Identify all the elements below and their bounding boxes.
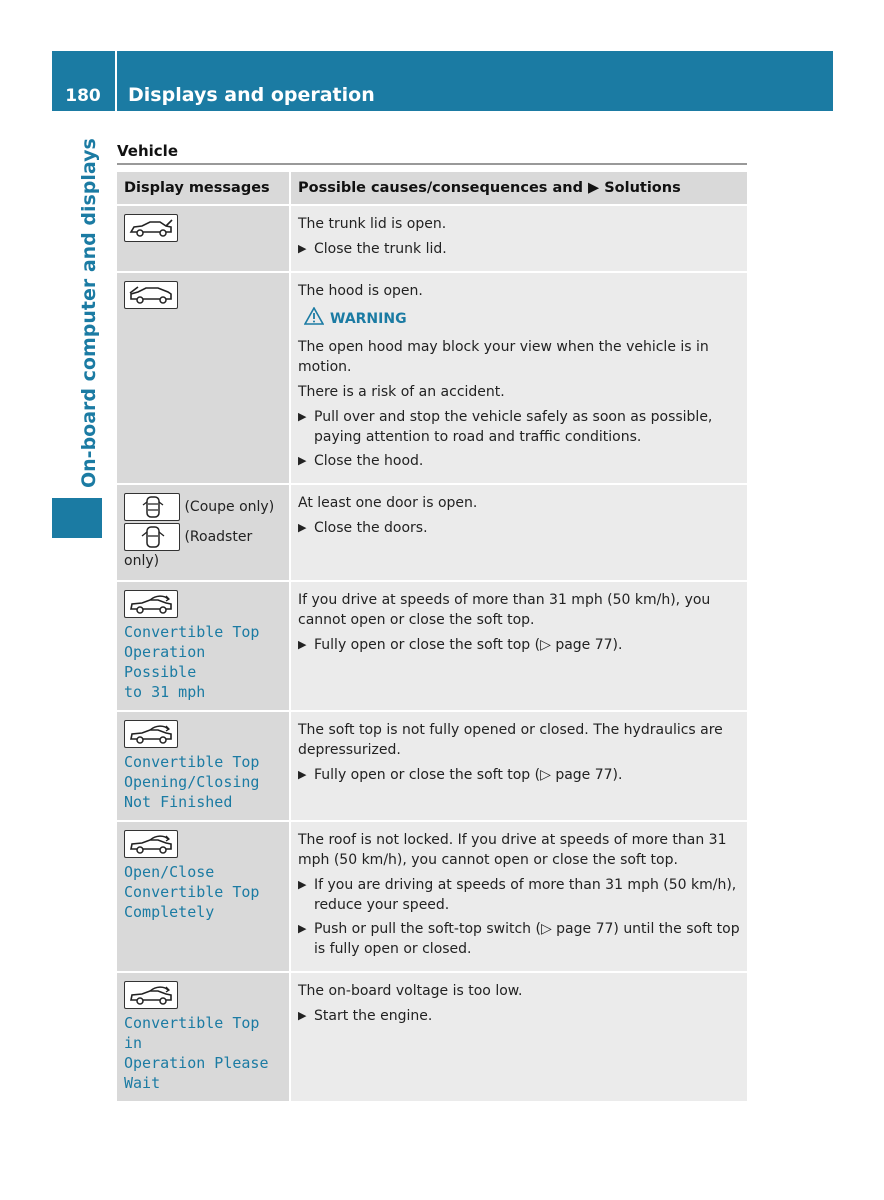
- door-open-roadster-icon: [124, 523, 180, 551]
- display-cell: [117, 972, 290, 1102]
- solution-item: ▶ Pull over and stop the vehicle safely as soon as possible, paying attention to road and traffic conditions.: [298, 409, 713, 445]
- solution-arrow-icon: ▶: [298, 638, 307, 651]
- causes-cell: [290, 821, 747, 972]
- solution-item: ▶ Start the engine.: [298, 1008, 433, 1024]
- warning-heading: WARNING: [304, 307, 740, 331]
- column-header-display: Display messages: [117, 172, 290, 205]
- cause-text: At least one door is open.: [298, 495, 478, 511]
- solution-arrow-icon: ▶: [298, 878, 307, 891]
- display-message: Convertible Top in Operation Please Wait: [124, 1014, 269, 1092]
- causes-cell: [290, 711, 747, 821]
- warning-triangle-icon: [304, 307, 324, 331]
- cause-text: The roof is not locked. If you drive at speeds of more than 31 mph (50 km/h), you cannot open or close the soft top.: [298, 832, 727, 868]
- convertible-top-icon: [124, 981, 178, 1009]
- display-cell: [117, 821, 290, 972]
- warning-text: There is a risk of an accident.: [298, 384, 505, 400]
- solution-item: ▶ Close the doors.: [298, 520, 428, 536]
- causes-cell: [290, 272, 747, 484]
- table-row: [117, 581, 747, 711]
- display-cell: [117, 484, 290, 581]
- solution-arrow-icon: ▶: [298, 768, 307, 781]
- side-tab-label: On-board computer and displays: [78, 138, 100, 488]
- solution-arrow-icon: ▶: [298, 242, 307, 255]
- cause-text: The on-board voltage is too low.: [298, 983, 523, 999]
- warning-text: The open hood may block your view when the vehicle is in motion.: [298, 339, 709, 375]
- door-label-roadster: (Roadster: [184, 529, 253, 545]
- cause-text: The soft top is not fully opened or closed. The hydraulics are depressurized.: [298, 722, 723, 758]
- display-cell: [117, 205, 290, 272]
- convertible-top-icon: [124, 830, 178, 858]
- causes-cell: [290, 205, 747, 272]
- section-rule: [117, 163, 747, 165]
- page-title: Displays and operation: [128, 84, 375, 106]
- table-row: [117, 484, 747, 581]
- cause-text: The trunk lid is open.: [298, 216, 447, 232]
- causes-cell: [290, 484, 747, 581]
- table-row: [117, 272, 747, 484]
- hood-open-icon: [124, 281, 178, 309]
- solution-arrow-icon: ▶: [298, 410, 307, 423]
- table-row: [117, 972, 747, 1102]
- convertible-top-icon: [124, 590, 178, 618]
- display-message: Convertible Top Opening/Closing Not Finished: [124, 753, 260, 811]
- solution-item: ▶ Close the trunk lid.: [298, 241, 447, 257]
- causes-cell: [290, 581, 747, 711]
- table-row: [117, 205, 747, 272]
- solution-item: ▶ Push or pull the soft-top switch (▷ page 77) until the soft top is fully open or closed.: [298, 921, 740, 957]
- table-row: [117, 821, 747, 972]
- solution-arrow-icon: ▶: [298, 454, 307, 467]
- section-title: Vehicle: [117, 142, 178, 160]
- table-row: [117, 711, 747, 821]
- door-open-coupe-icon: [124, 493, 180, 521]
- solution-item: ▶ Close the hood.: [298, 453, 424, 469]
- header-divider: [115, 51, 117, 111]
- cause-text: The hood is open.: [298, 283, 423, 299]
- cause-text: If you drive at speeds of more than 31 mph (50 km/h), you cannot open or close the soft top.: [298, 592, 711, 628]
- table-header-row: [117, 172, 747, 205]
- display-message: Convertible Top Operation Possible to 31 mph: [124, 623, 260, 701]
- door-label-coupe: (Coupe only): [184, 499, 275, 515]
- solution-arrow-icon: ▶: [298, 922, 307, 935]
- display-cell: [117, 581, 290, 711]
- causes-cell: [290, 972, 747, 1102]
- display-message: Open/Close Convertible Top Completely: [124, 863, 260, 921]
- solution-item: ▶ If you are driving at speeds of more than 31 mph (50 km/h), reduce your speed.: [298, 877, 737, 913]
- page-number: 180: [65, 86, 101, 106]
- solution-arrow-icon: ▶: [298, 521, 307, 534]
- column-header-causes: Possible causes/consequences and ▶ Solutions: [290, 172, 747, 205]
- solution-item: ▶ Fully open or close the soft top (▷ page 77).: [298, 637, 623, 653]
- display-cell: [117, 272, 290, 484]
- door-label-roadster-cont: only): [124, 553, 160, 569]
- solution-item: ▶ Fully open or close the soft top (▷ page 77).: [298, 767, 623, 783]
- convertible-top-icon: [124, 720, 178, 748]
- display-cell: [117, 711, 290, 821]
- side-tab-marker: [52, 498, 102, 538]
- solution-arrow-icon: ▶: [298, 1009, 307, 1022]
- messages-table: [117, 172, 747, 1103]
- trunk-open-icon: [124, 214, 178, 242]
